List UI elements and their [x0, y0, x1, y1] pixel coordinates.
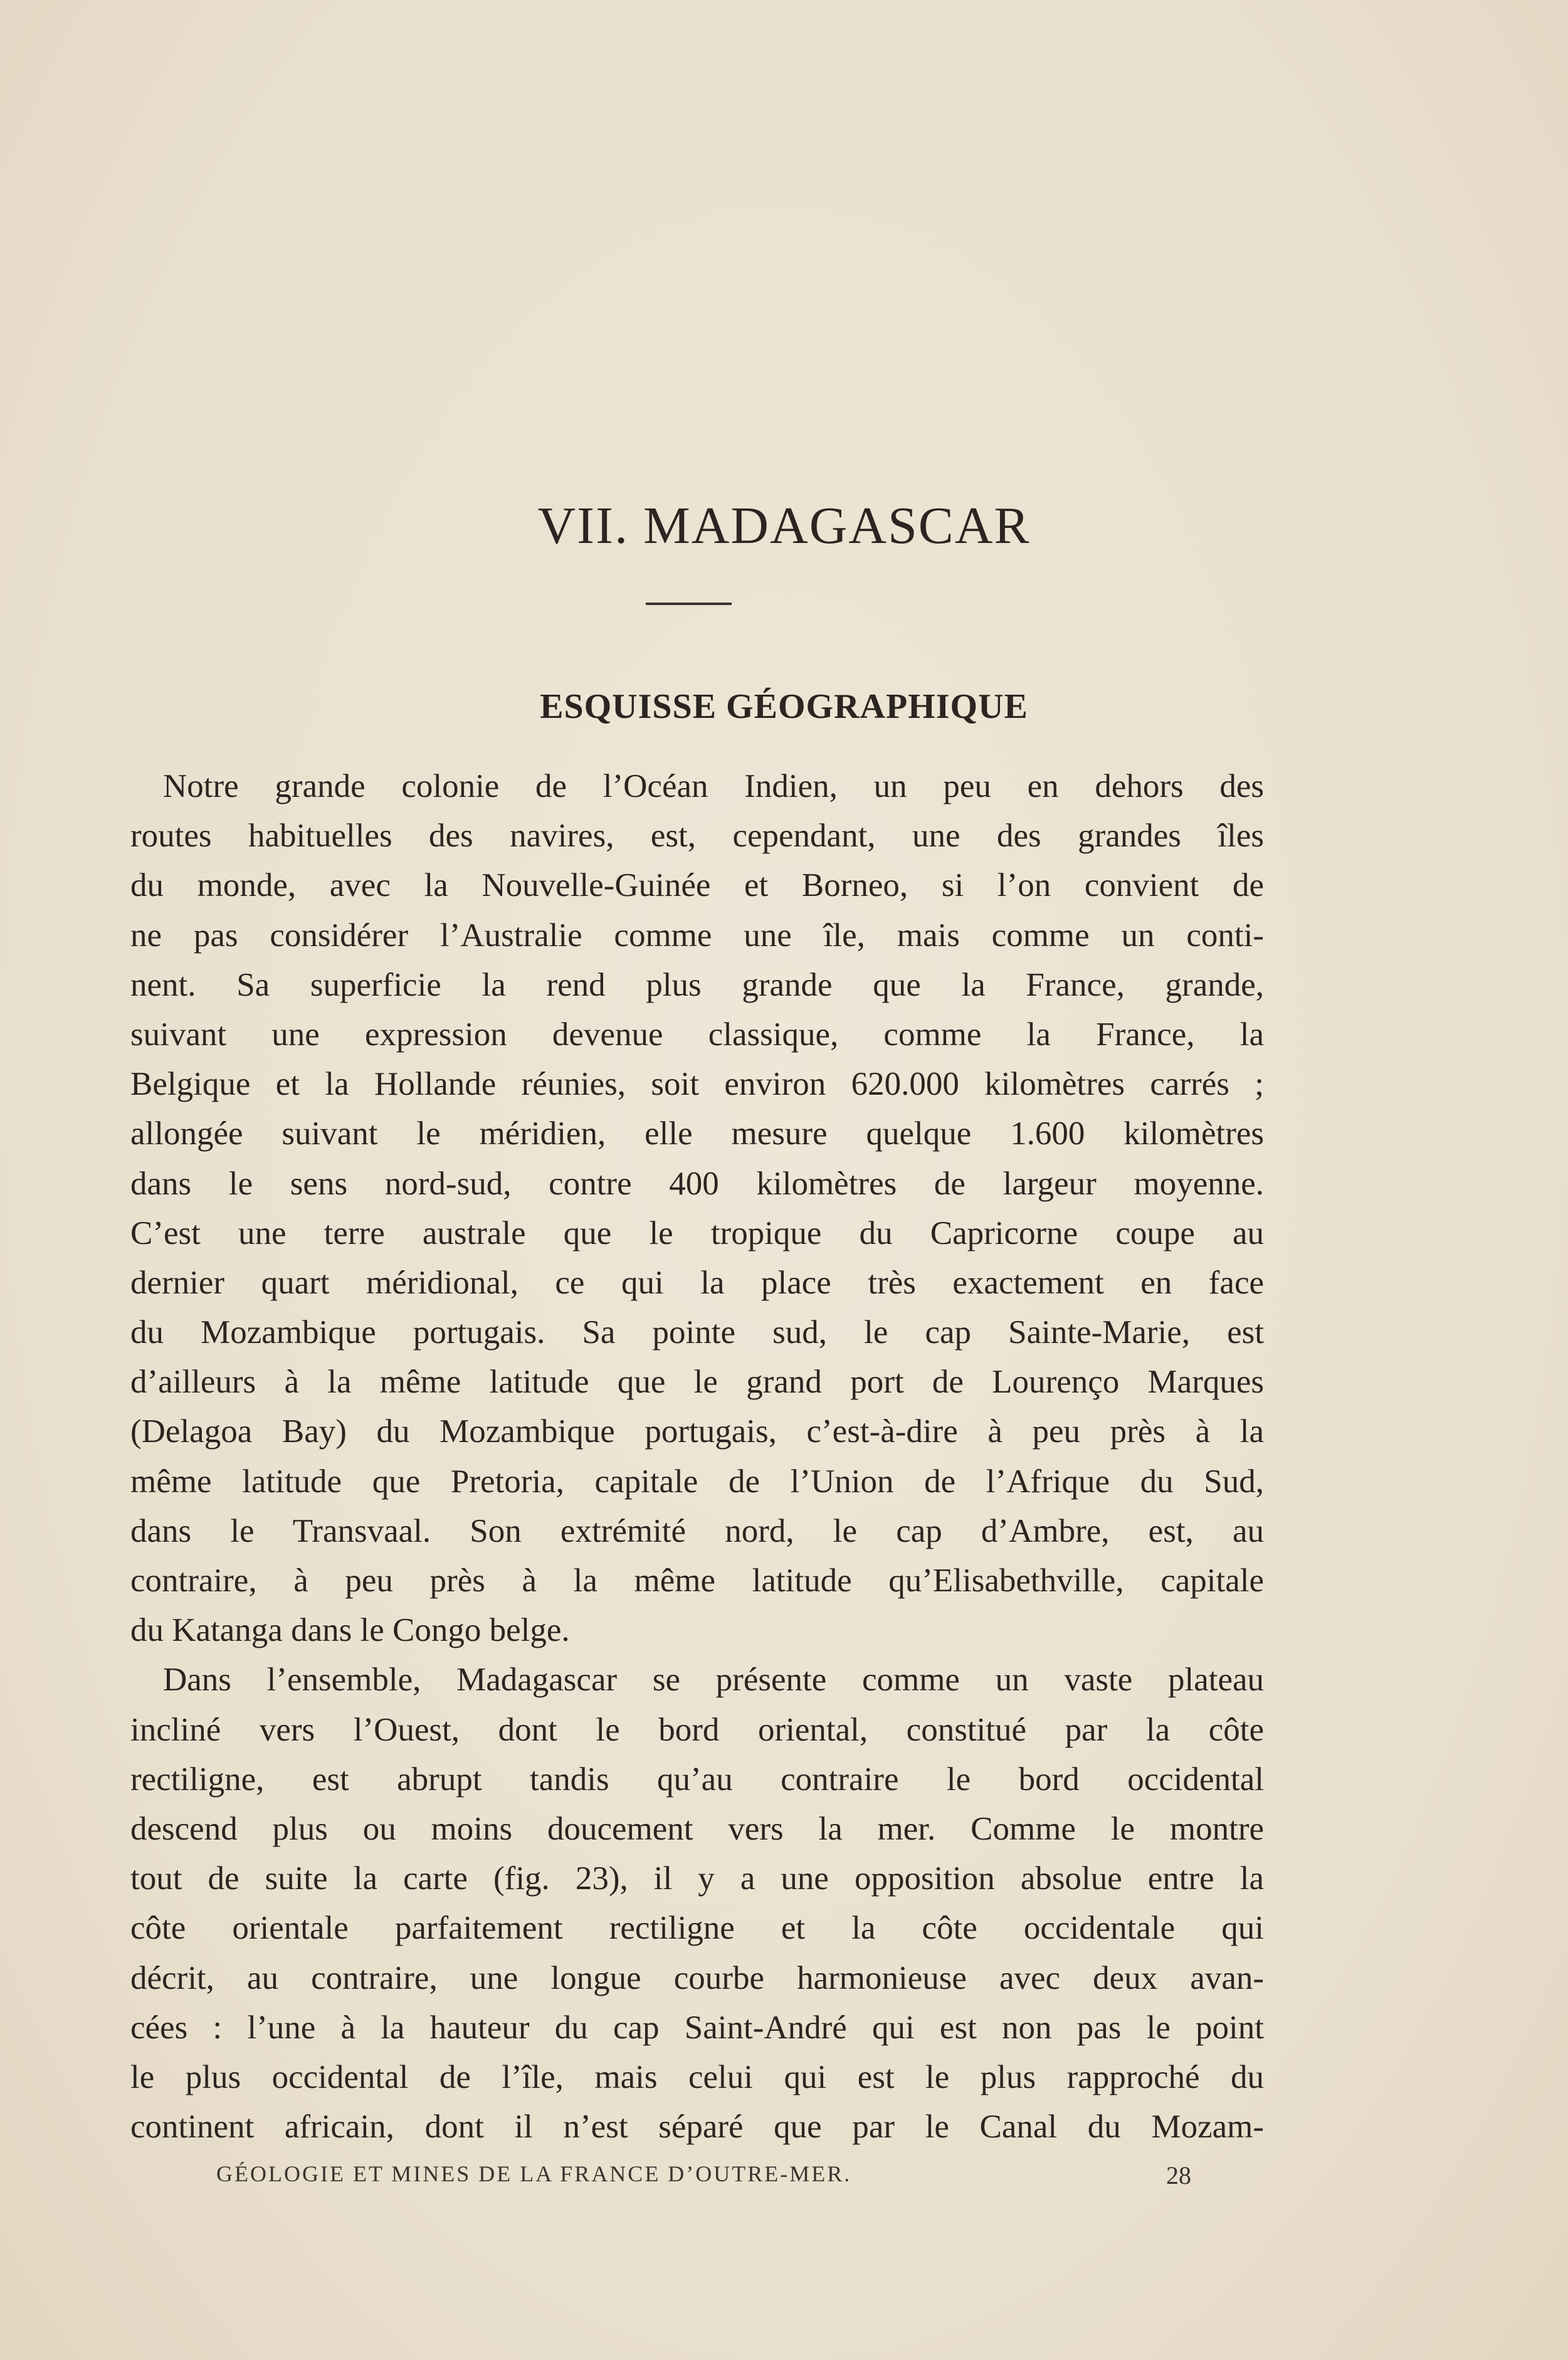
text-line: contraire, à peu près à la même latitude qu’Elisabethville, capitale [130, 1562, 1264, 1599]
running-footer-title: GÉOLOGIE ET MINES DE LA FRANCE D’OUTRE-MER. [216, 2161, 852, 2186]
title-divider-rule [646, 603, 732, 605]
text-line: ne pas considérer l’Australie comme une île, mais comme un conti- [130, 917, 1264, 954]
text-line: Notre grande colonie de l’Océan Indien, un peu en dehors des [163, 768, 1264, 804]
text-line: dans le Transvaal. Son extrémité nord, le cap d’Ambre, est, au [130, 1512, 1264, 1549]
text-line: descend plus ou moins doucement vers la mer. Comme le montre [130, 1810, 1264, 1847]
text-line: dernier quart méridional, ce qui la place très exactement en face [130, 1264, 1264, 1301]
text-line: décrit, au contraire, une longue courbe harmonieuse avec deux avan- [130, 1959, 1264, 1996]
text-line: Belgique et la Hollande réunies, soit environ 620.000 kilomètres carrés ; [130, 1066, 1264, 1103]
body-text [130, 762, 1264, 2152]
text-line: suivant une expression devenue classique, comme la France, la [130, 1016, 1264, 1053]
text-line: le plus occidental de l’île, mais celui qui est le plus rapproché du [130, 2058, 1264, 2095]
paragraph-2 [130, 1655, 1264, 2152]
text-line: même latitude que Pretoria, capitale de l’Union de l’Afrique du Sud, [130, 1463, 1264, 1500]
text-line: incliné vers l’Ouest, dont le bord oriental, constitué par la côte [130, 1711, 1264, 1748]
chapter-title: VII. MADAGASCAR [537, 497, 1031, 555]
text-line: nent. Sa superficie la rend plus grande que la France, grande, [130, 966, 1264, 1003]
text-line: du Katanga dans le Congo belge. [130, 1612, 570, 1649]
text-line: allongée suivant le méridien, elle mesure quelque 1.600 kilomètres [130, 1115, 1264, 1152]
text-line: Dans l’ensemble, Madagascar se présente comme un vaste plateau [163, 1662, 1264, 1699]
paragraph-1 [130, 762, 1264, 1655]
text-line: tout de suite la carte (fig. 23), il y a une opposition absolue entre la [130, 1860, 1264, 1897]
text-line: rectiligne, est abrupt tandis qu’au contraire le bord occidental [130, 1761, 1264, 1798]
text-line: d’ailleurs à la même latitude que le grand port de Lourenço Marques [130, 1364, 1264, 1401]
text-line: du Mozambique portugais. Sa pointe sud, le cap Sainte-Marie, est [130, 1314, 1264, 1351]
text-line: routes habituelles des navires, est, cependant, une des grandes îles [130, 818, 1264, 855]
page-number: 28 [1166, 2161, 1191, 2189]
text-line: côte orientale parfaitement rectiligne et la côte occidentale qui [130, 1910, 1264, 1947]
text-line: (Delagoa Bay) du Mozambique portugais, c’est-à-dire à peu près à la [130, 1413, 1264, 1450]
text-line: continent africain, dont il n’est séparé que par le Canal du Mozam- [130, 2109, 1264, 2146]
text-line: du monde, avec la Nouvelle-Guinée et Borneo, si l’on convient de [130, 867, 1264, 904]
text-line: dans le sens nord-sud, contre 400 kilomètres de largeur moyenne. [130, 1165, 1264, 1202]
section-title: ESQUISSE GÉOGRAPHIQUE [540, 687, 1028, 726]
page-footer [216, 2161, 1191, 2198]
text-line: cées : l’une à la hauteur du cap Saint-André qui est non pas le point [130, 2009, 1264, 2046]
text-line: C’est une terre australe que le tropique du Capricorne coupe au [130, 1214, 1264, 1251]
